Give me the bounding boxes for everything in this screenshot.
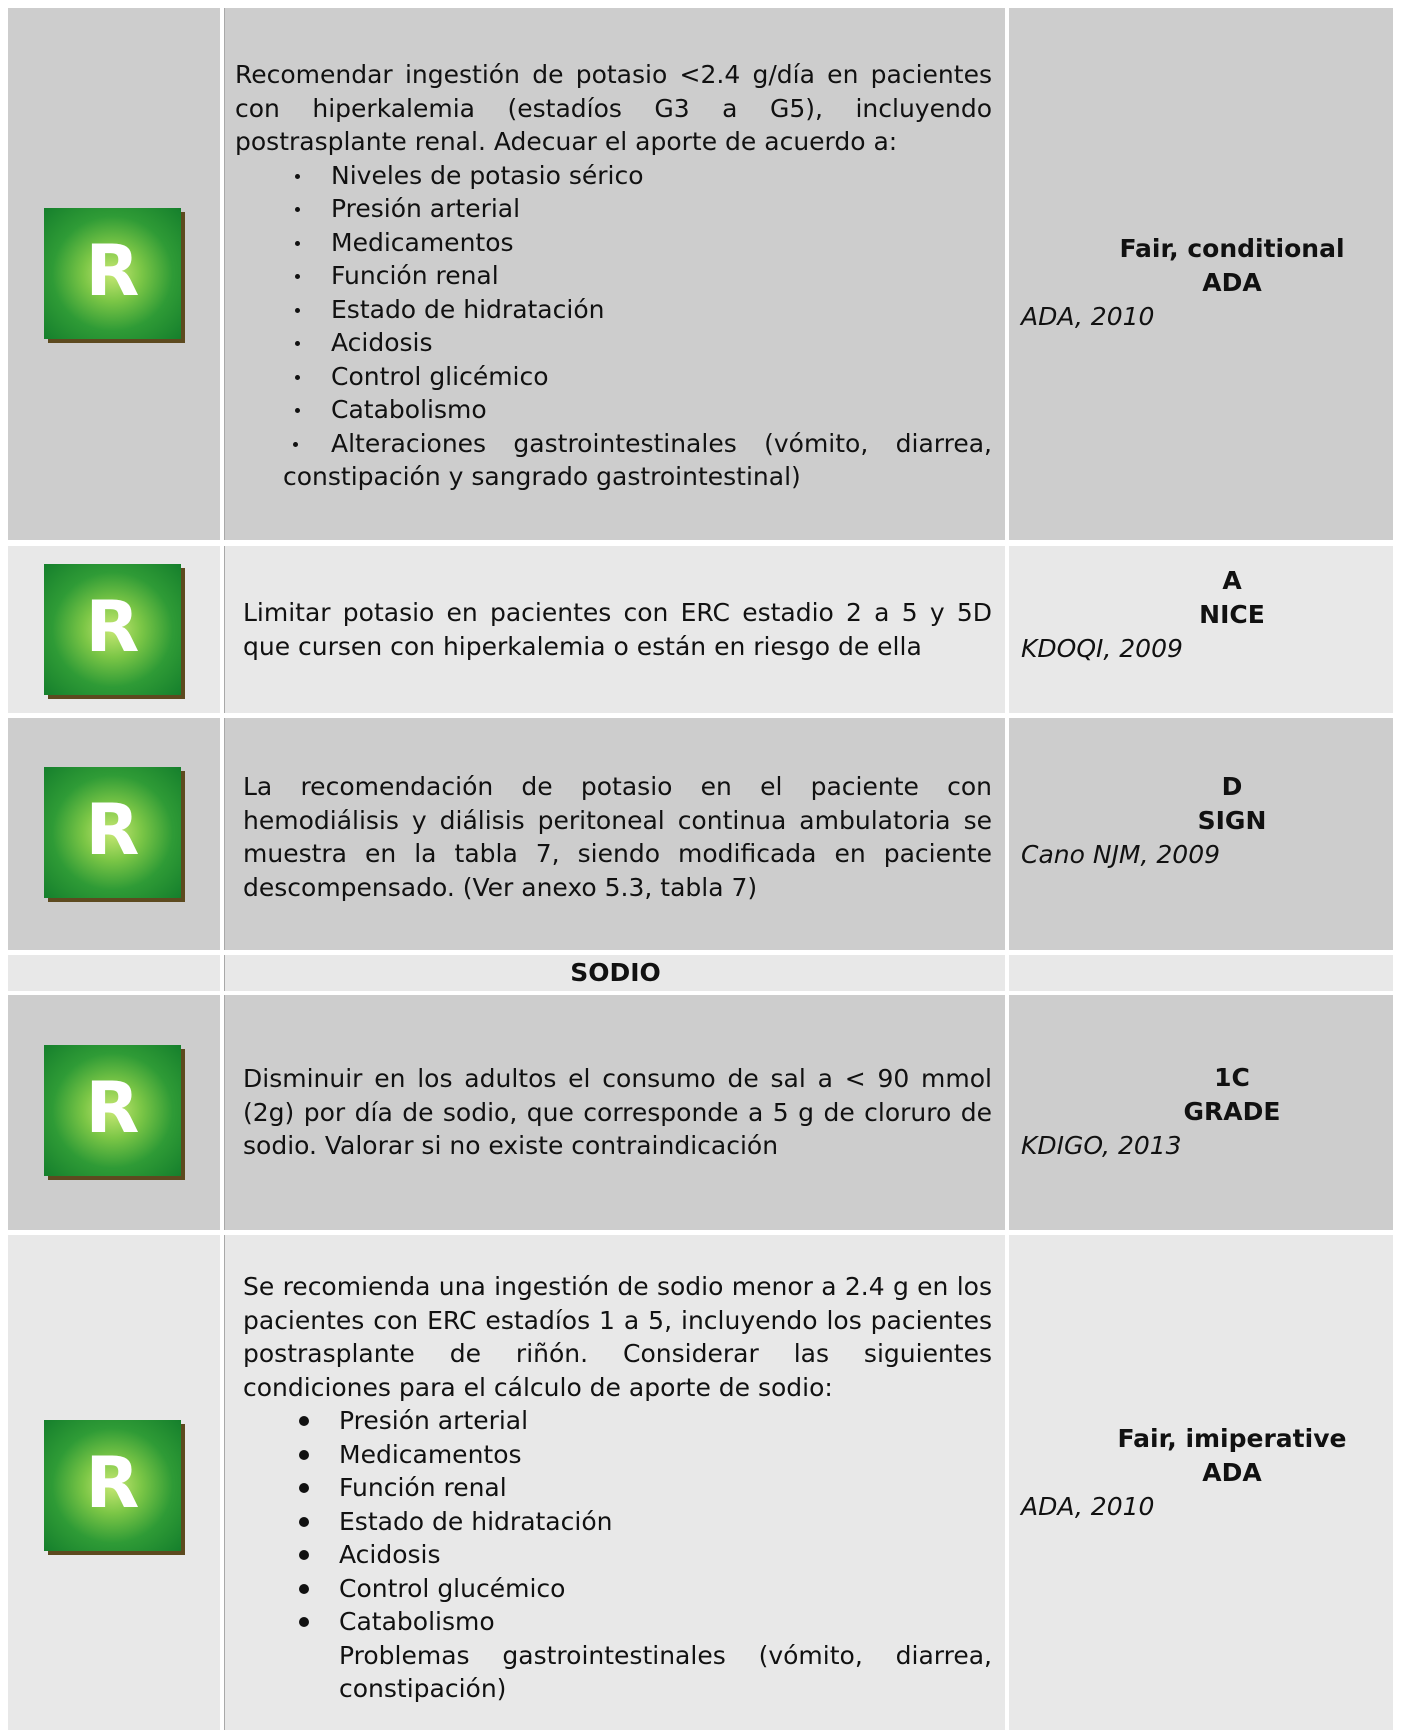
recommendation-text-cell [224,718,1005,950]
recommendation-row-1 [8,8,1393,540]
evidence-cell [1009,8,1393,540]
list-item: Control glucémico [243,1572,992,1606]
grade-label: D [1221,772,1243,801]
list-item: Función renal [243,1471,992,1505]
recommendation-text-cell [224,995,1005,1230]
badge-cell [8,1235,220,1730]
evidence-level [1021,1061,1381,1163]
evidence-level [1021,232,1381,334]
recommendation-row-2 [8,546,1393,713]
recommendation-badge-icon: R [44,564,181,695]
section-cell-empty [8,955,220,991]
list-item: Catabolismo [235,393,992,427]
recommendation-text: Disminuir en los adultos el consumo de sal a < 90 mmol (2g) por día de sodio, que corresponde a 5 g de cloruro de sodio. Valorar si no existe contraindicación [243,1064,992,1160]
reference: Cano NJM, 2009 [1021,840,1221,869]
recommendation-badge-icon: R [44,767,181,898]
badge-cell [8,546,220,713]
recommendation-text: Limitar potasio en pacientes con ERC estadio 2 a 5 y 5D que cursen con hiperkalemia o están en riesgo de ella [243,598,992,661]
grade-label: 1C [1214,1063,1250,1092]
recommendation-badge-icon: R [44,1420,181,1551]
recommendation-text-cell [224,546,1005,713]
grade-scale: GRADE [1183,1097,1281,1126]
recommendation-text-cell [224,8,1005,540]
evidence-cell [1009,995,1393,1230]
recommendation-intro: Recomendar ingestión de potasio <2.4 g/día en pacientes con hiperkalemia (estadíos G3 a G5), incluyendo postrasplante renal. Adecuar el aporte de acuerdo a: [235,60,992,156]
grade-scale: ADA [1202,1458,1262,1487]
reference: ADA, 2010 [1021,1492,1155,1521]
section-title-cell [224,955,1005,991]
list-item: Presión arterial [243,1404,992,1438]
recommendation-badge-icon: R [44,208,181,339]
recommendation-row-5 [8,1235,1393,1730]
recommendation-row-3 [8,718,1393,950]
evidence-cell [1009,718,1393,950]
list-item: Estado de hidratación [243,1505,992,1539]
grade-scale: ADA [1202,268,1262,297]
recommendation-text [235,58,992,494]
recommendation-intro: Se recomienda una ingestión de sodio menor a 2.4 g en los pacientes con ERC estadíos 1 a 5, incluyendo los pacientes postrasplante de riñón. Considerar las siguientes condiciones para el cálculo de aporte de sodio: [243,1272,992,1402]
list-item: Función renal [235,259,992,293]
list-item: Estado de hidratación [235,293,992,327]
badge-cell [8,8,220,540]
badge-cell [8,718,220,950]
recommendation-row-4 [8,995,1393,1230]
badge-cell [8,995,220,1230]
grade-label: Fair, conditional [1119,234,1345,263]
list-item: Alteraciones gastrointestinales (vómito, diarrea, constipación y sangrado gastrointestinal) [283,427,992,494]
reference: ADA, 2010 [1021,302,1155,331]
grade-label: A [1222,566,1242,595]
reference: KDIGO, 2013 [1021,1131,1182,1160]
section-cell-empty [1009,955,1393,991]
grade-scale: NICE [1199,600,1265,629]
reference: KDOQI, 2009 [1021,634,1183,663]
list-item: Problemas gastrointestinales (vómito, diarrea, constipación) [339,1640,992,1703]
list-item: Acidosis [235,326,992,360]
list-item: Medicamentos [243,1438,992,1472]
recommendation-badge-icon: R [44,1045,181,1176]
list-item: Catabolismo [243,1605,992,1639]
recommendation-text [243,1270,992,1706]
condition-list [235,159,992,494]
grade-scale: SIGN [1197,806,1267,835]
list-item: Presión arterial [235,192,992,226]
section-row [8,955,1393,991]
list-item: Medicamentos [235,226,992,260]
evidence-level [1021,564,1381,666]
list-item: Acidosis [243,1538,992,1572]
condition-list [243,1404,992,1706]
grade-label: Fair, imiperative [1117,1424,1347,1453]
section-title: SODIO [570,958,661,987]
recommendation-text: La recomendación de potasio en el paciente con hemodiálisis y diálisis peritoneal continua ambulatoria se muestra en la tabla 7, siendo modificada en paciente descompensado. (Ver anexo 5.3, tabla 7) [243,772,992,902]
evidence-level [1021,1422,1381,1524]
evidence-cell [1009,546,1393,713]
list-item: Control glicémico [235,360,992,394]
list-item: Niveles de potasio sérico [235,159,992,193]
evidence-cell [1009,1235,1393,1730]
recommendation-text-cell [224,1235,1005,1730]
evidence-level [1021,770,1381,872]
